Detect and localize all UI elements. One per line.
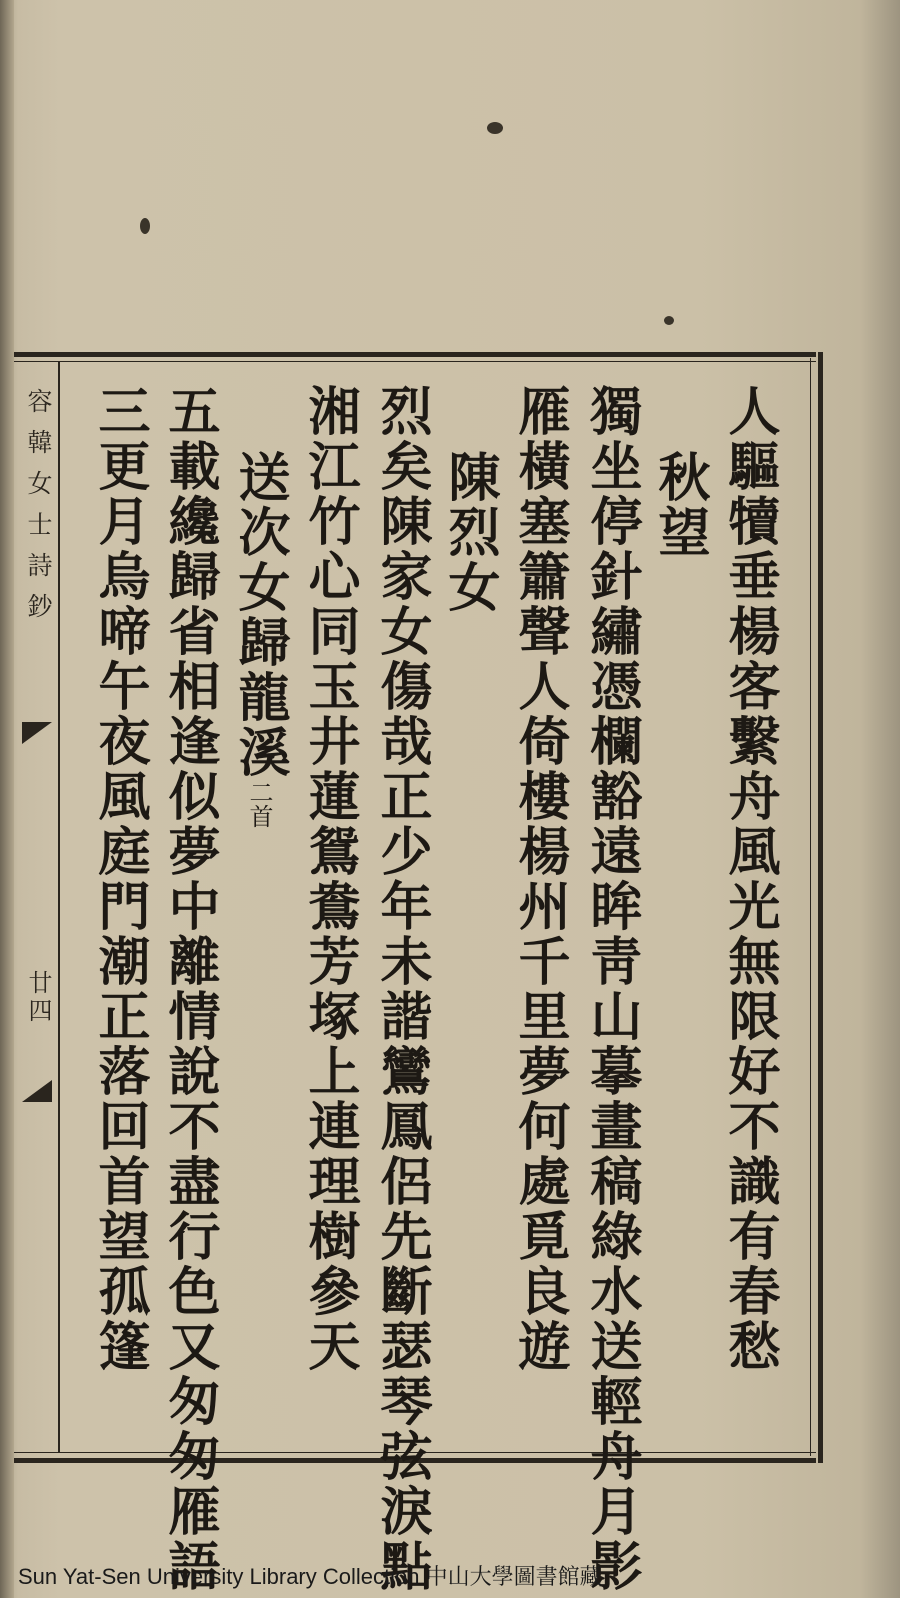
- margin-book-title: 容韓女士詩鈔: [24, 388, 53, 634]
- text-column-5-heading: 陳烈女: [439, 450, 500, 615]
- fishtail-mark-lower: [22, 1080, 52, 1102]
- margin-page-number: 廿四: [24, 970, 52, 1026]
- text-column-9: 五載纔歸省相逢似夢中離情說不盡行色又匆匆雁語: [159, 384, 220, 1594]
- frame-border-top-inner: [14, 361, 816, 362]
- text-column-3: 獨坐停針繡憑欄豁遠眸靑山摹畫稿綠水送輕舟月影: [581, 384, 642, 1594]
- text-column-2-heading: 秋望: [649, 450, 710, 560]
- frame-border-top: [14, 352, 816, 357]
- text-column-4: 雁橫塞簫聲人倚樓楊州千里夢何處覓良遊: [509, 384, 570, 1374]
- text-column-8-heading: [230, 450, 288, 828]
- text-column-10: 三更月烏啼午夜風庭門潮正落回首望孤篷: [89, 384, 150, 1374]
- collection-caption: Sun Yat-Sen University Library Collection 中山大學圖書館藏: [18, 1564, 602, 1589]
- wormhole-mark: [487, 122, 503, 134]
- wormhole-mark: [664, 316, 674, 325]
- poem-count-note: 二首: [245, 780, 273, 828]
- text-column-7: 湘江竹心同玉井蓮鴛鴦芳塚上連理樹參天: [299, 384, 360, 1374]
- frame-border-right: [818, 352, 823, 1463]
- poem-title: 送次女歸龍溪: [229, 450, 290, 780]
- text-column-6: 烈矣陳家女傷哉正少年未諧鸞鳳侶先斷瑟琴弦淚點: [371, 384, 432, 1594]
- book-spine-edge: [0, 0, 14, 1598]
- margin-column-divider: [58, 361, 60, 1452]
- wormhole-mark: [140, 218, 150, 234]
- fishtail-mark-upper: [22, 722, 52, 744]
- text-column-1: 人驅犢垂楊客繫舟風光無限好不識有春愁: [719, 384, 780, 1374]
- frame-border-right-inner: [810, 358, 811, 1456]
